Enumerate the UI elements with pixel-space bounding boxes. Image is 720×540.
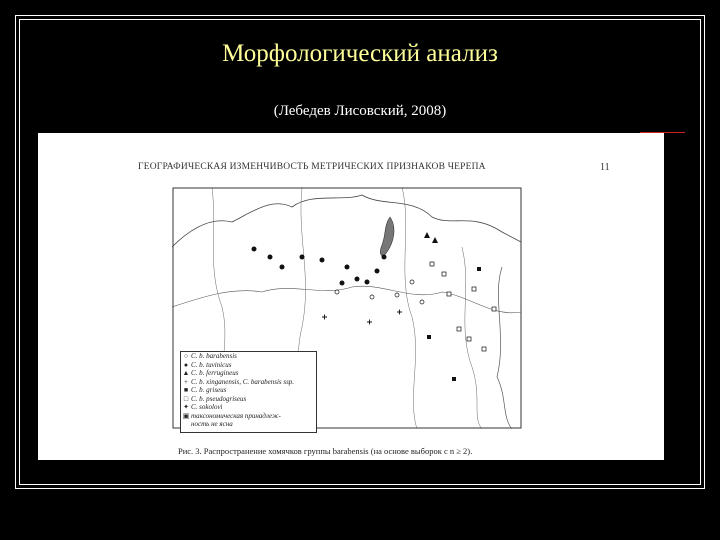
- filled-square-icon: ■: [183, 386, 189, 395]
- legend-item: ● C. b. tuvinicus: [181, 361, 316, 370]
- figure-image: [38, 133, 664, 460]
- legend-item: ✦ C. sokolovi: [181, 403, 316, 412]
- legend-item: ность не ясна: [191, 420, 233, 429]
- legend-item: □ C. b. pseudogriseus: [181, 395, 316, 404]
- figure-header: ГЕОГРАФИЧЕСКАЯ ИЗМЕНЧИВОСТЬ МЕТРИЧЕСКИХ ПРИЗНАКОВ ЧЕРЕПА: [138, 162, 486, 172]
- legend-item: ○ C. b. barabensis: [181, 352, 316, 361]
- circle-icon: ○: [183, 352, 189, 361]
- slide-title: Морфологический анализ: [222, 40, 498, 67]
- triangle-icon: ▲: [182, 369, 190, 378]
- plus-icon: +: [184, 377, 188, 386]
- slide-subtitle: (Лебедев Лисовский, 2008): [273, 103, 447, 119]
- star-icon: ✦: [183, 403, 189, 412]
- grey-square-icon: ▣: [182, 411, 190, 420]
- legend-item: ▣ таксономическая принадлеж-: [182, 411, 281, 420]
- legend-item: ■ C. b. griseus: [181, 386, 316, 395]
- map-legend: [180, 351, 317, 433]
- legend-item: ▲ C. b. ferrugineus: [182, 369, 239, 378]
- square-icon: □: [183, 394, 189, 403]
- legend-item: + C. b. xinganensis, C. barabensis ssp.: [181, 378, 316, 387]
- figure-caption: Рис. 3. Распространение хомячков группы barabensis (на основе выборок с n ≥ 2).: [178, 446, 473, 456]
- filled-circle-icon: ●: [183, 360, 189, 369]
- figure-page-number: 11: [600, 162, 610, 173]
